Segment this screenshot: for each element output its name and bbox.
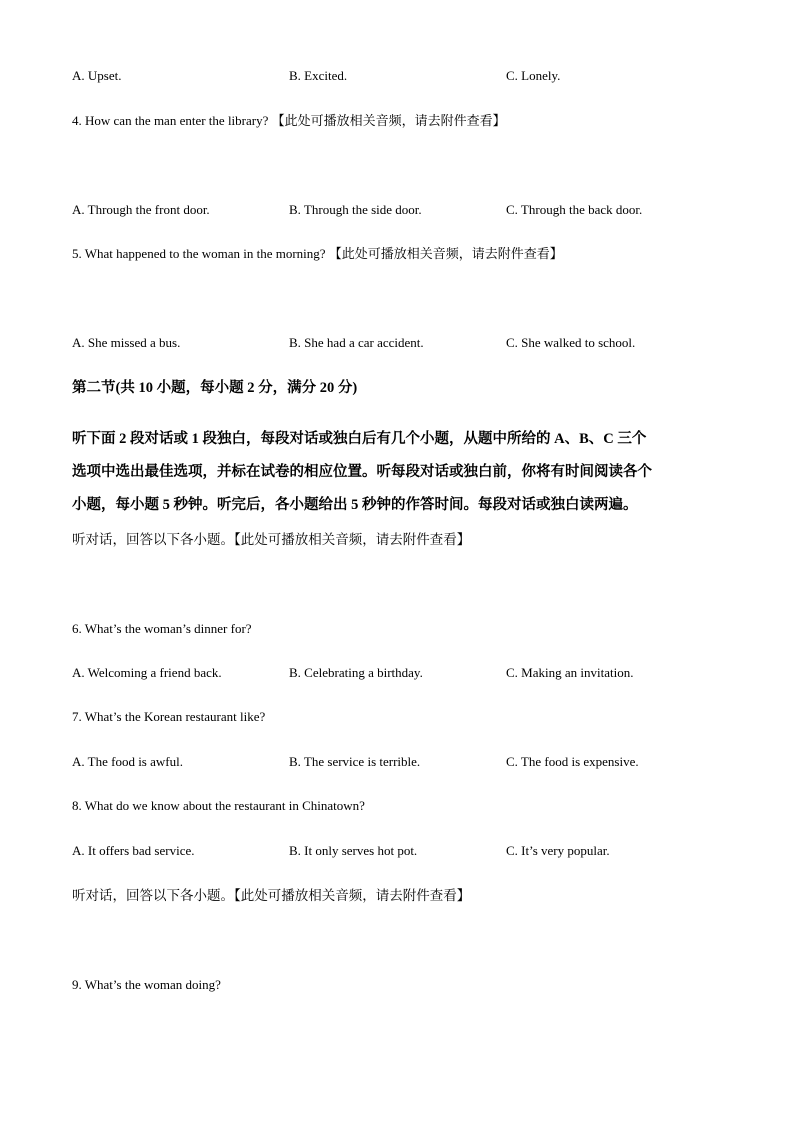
- q6-option-a: A. Welcoming a friend back.: [72, 665, 222, 680]
- q4-option-c: C. Through the back door.: [506, 202, 643, 217]
- q6-option-b: B. Celebrating a birthday.: [289, 665, 423, 680]
- q8-option-a: A. It offers bad service.: [72, 843, 195, 858]
- q3-option-c: C. Lonely.: [506, 68, 561, 83]
- q5-option-c: C. She walked to school.: [506, 335, 636, 350]
- q7-option-a: A. The food is awful.: [72, 754, 183, 769]
- q4-options: [72, 201, 722, 219]
- q8-option-c: C. It’s very popular.: [506, 843, 610, 858]
- instruction-line-3: 小题，每小题 5 秒钟。听完后，各小题给出 5 秒钟的作答时间。每段对话或独白读两遍。: [72, 497, 638, 513]
- dialogue2-prompt: 听对话，回答以下各小题。【此处可播放相关音频，请去附件查看】: [72, 888, 471, 903]
- q9-question: 9. What’s the woman doing?: [72, 977, 221, 992]
- q7-options: [72, 753, 722, 771]
- q3-option-b: B. Excited.: [289, 68, 348, 83]
- q6-question: 6. What’s the woman’s dinner for?: [72, 621, 252, 636]
- section2-instructions: [72, 423, 722, 522]
- dialogue1-prompt: 听对话，回答以下各小题。【此处可播放相关音频，请去附件查看】: [72, 532, 471, 547]
- section2-title: 第二节(共 10 小题，每小题 2 分，满分 20 分): [72, 380, 358, 396]
- q6-options: [72, 664, 722, 682]
- q4-option-a: A. Through the front door.: [72, 202, 210, 217]
- q5-options: [72, 334, 722, 352]
- q5-question: 5. What happened to the woman in the morning? 【此处可播放相关音频，请去附件查看】: [72, 246, 563, 261]
- q8-option-b: B. It only serves hot pot.: [289, 843, 418, 858]
- q8-options: [72, 842, 722, 860]
- instruction-line-2: 选项中选出最佳选项，并标在试卷的相应位置。听每段对话或独白前，你将有时间阅读各个: [72, 464, 652, 480]
- q3-options: [72, 67, 722, 85]
- q5-option-a: A. She missed a bus.: [72, 335, 181, 350]
- q3-option-a: A. Upset.: [72, 68, 122, 83]
- q8-question: 8. What do we know about the restaurant in Chinatown?: [72, 798, 365, 813]
- q6-option-c: C. Making an invitation.: [506, 665, 634, 680]
- q4-question: 4. How can the man enter the library? 【此处可播放相关音频，请去附件查看】: [72, 113, 506, 128]
- q7-question: 7. What’s the Korean restaurant like?: [72, 709, 266, 724]
- instruction-line-1: 听下面 2 段对话或 1 段独白，每段对话或独白后有几个小题，从题中所给的 A、B、C 三个: [72, 431, 647, 447]
- q7-option-c: C. The food is expensive.: [506, 754, 639, 769]
- q7-option-b: B. The service is terrible.: [289, 754, 421, 769]
- q5-option-b: B. She had a car accident.: [289, 335, 424, 350]
- q4-option-b: B. Through the side door.: [289, 202, 422, 217]
